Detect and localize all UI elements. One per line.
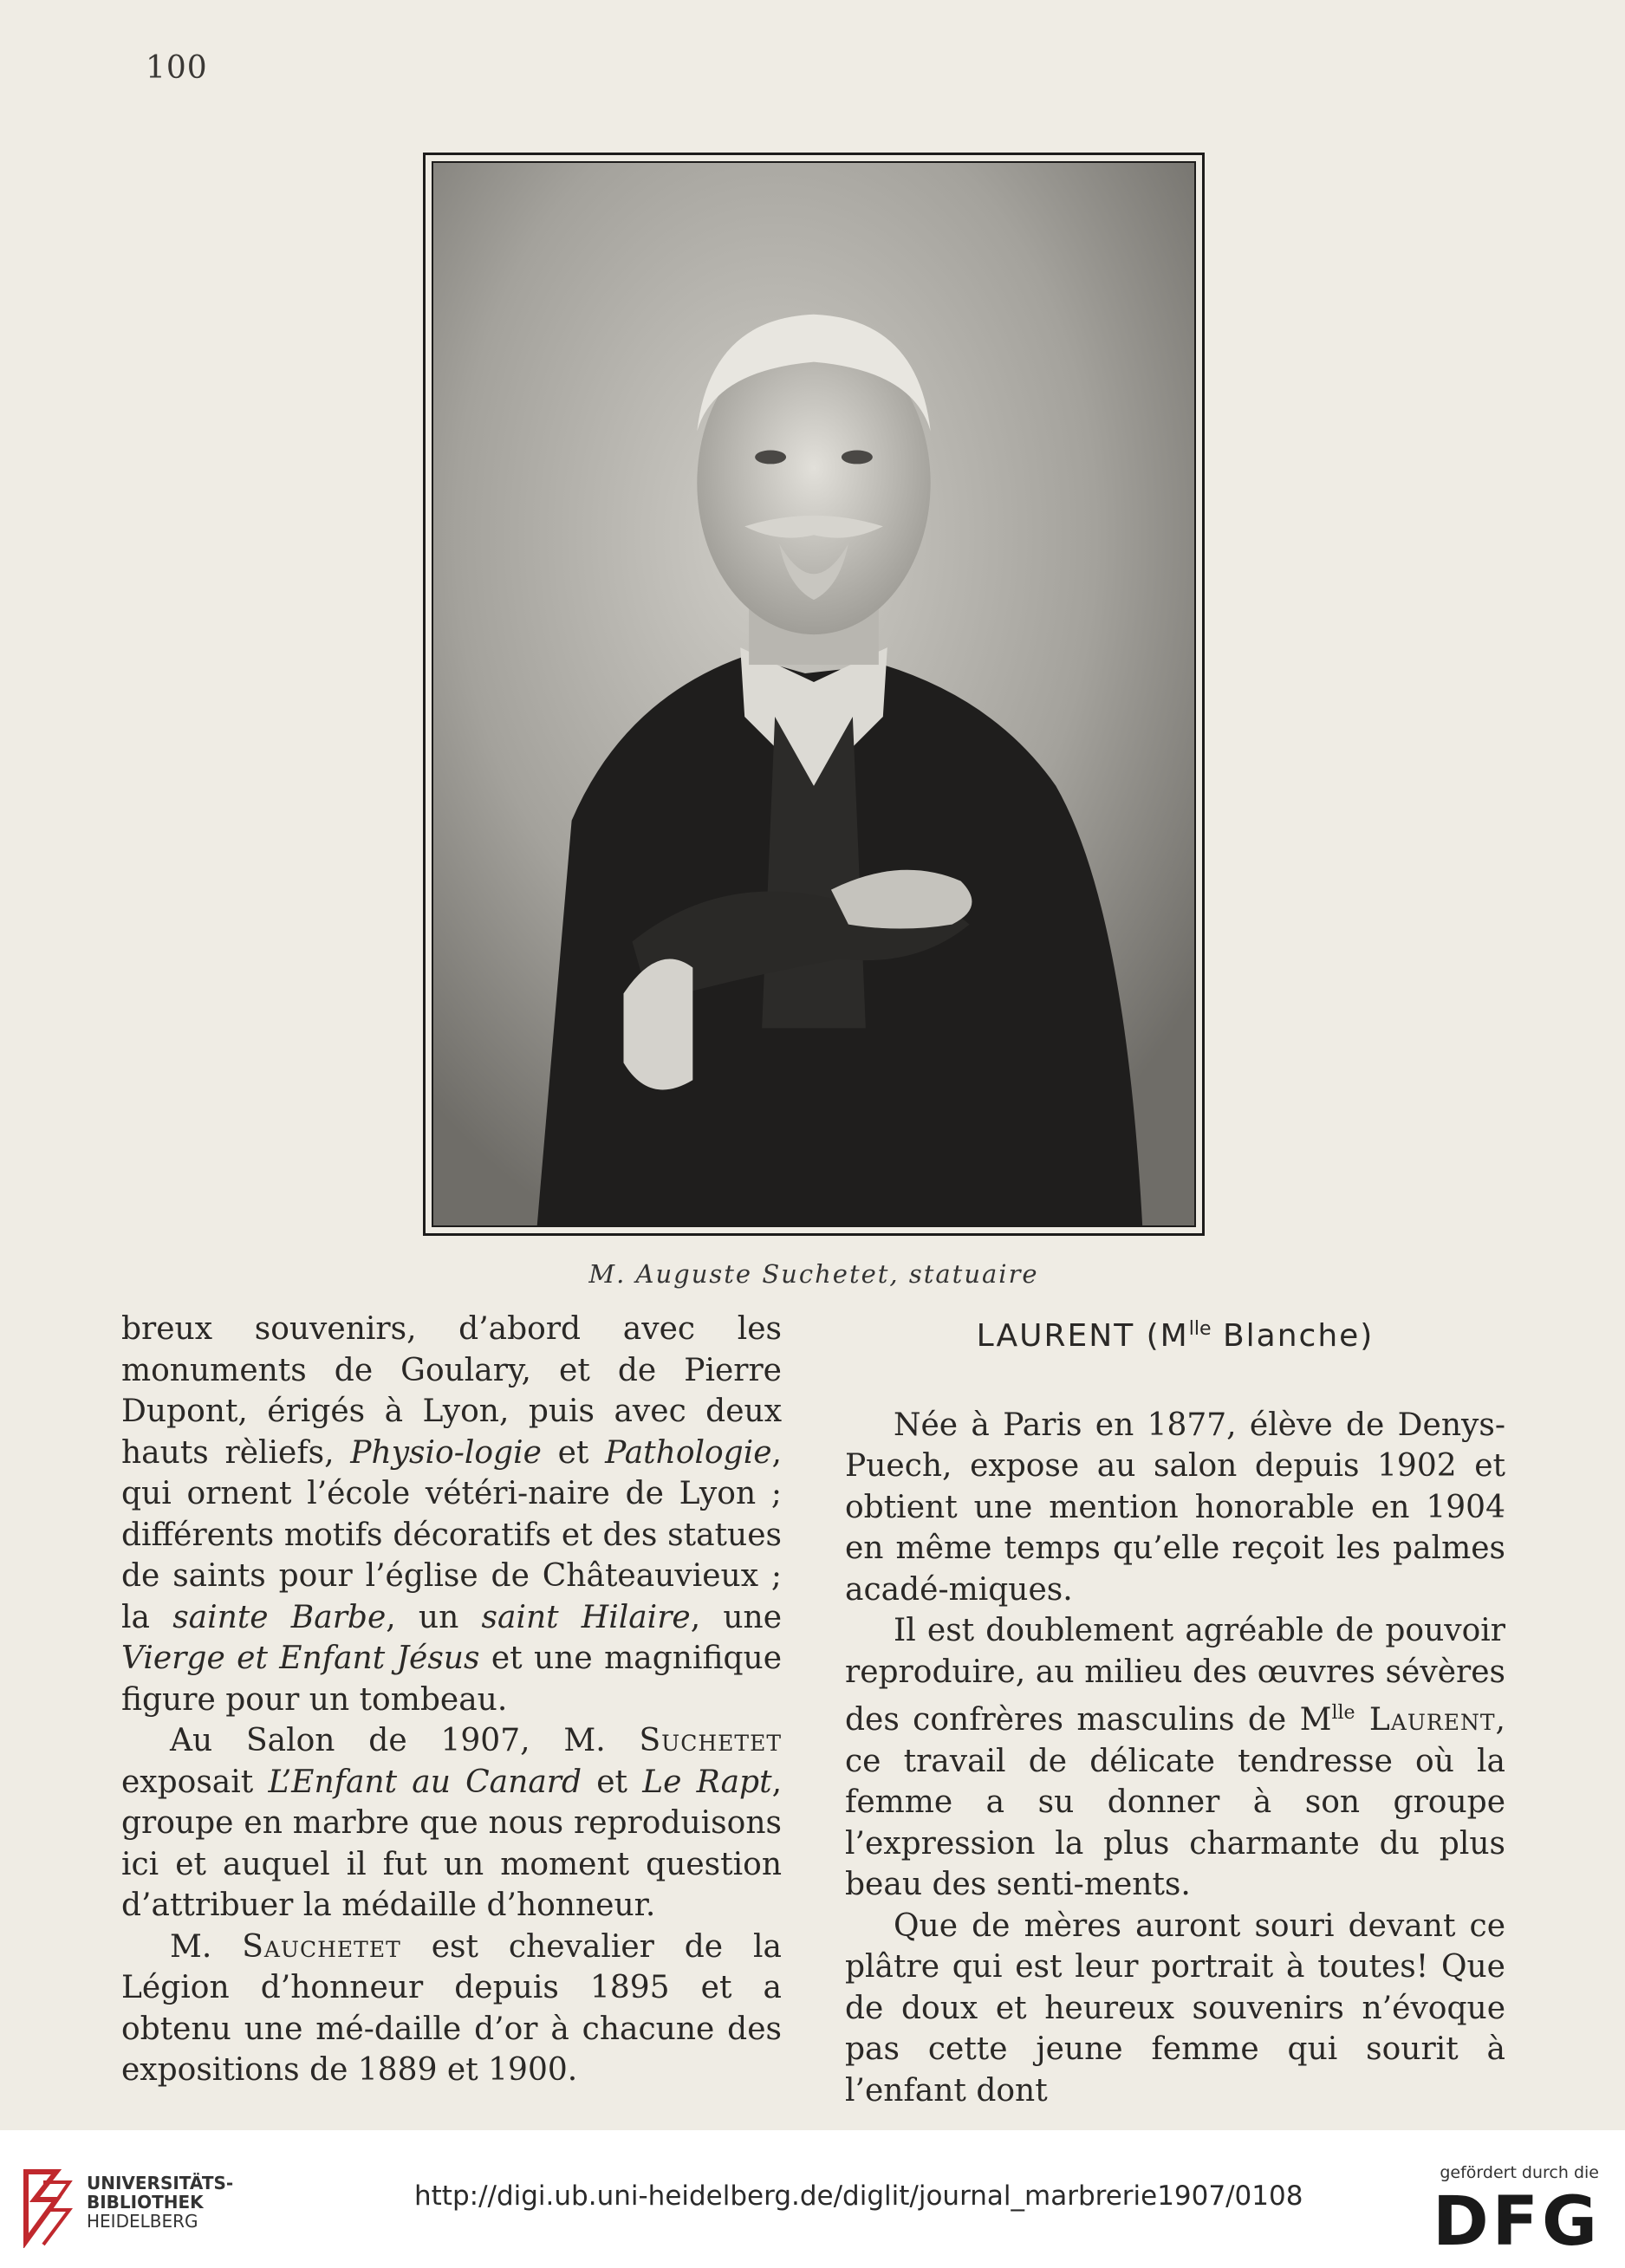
- library-line-1: UNIVERSITÄTS-: [87, 2173, 234, 2193]
- heading-superscript: lle: [1188, 1318, 1212, 1340]
- footer-bar: [0, 2130, 1625, 2268]
- dfg-logo: DFG: [1432, 2183, 1601, 2261]
- text-run: et: [582, 1764, 643, 1800]
- source-url-link[interactable]: http://digi.ub.uni-heidelberg.de/diglit/journal_marbrerie1907/0108: [414, 2180, 1303, 2212]
- left-paragraph-1: [121, 1309, 782, 1720]
- portrait-photo-frame: [423, 153, 1205, 1236]
- italic-title: sainte Barbe: [172, 1599, 387, 1635]
- italic-title: L’Enfant au Canard: [268, 1764, 582, 1800]
- heading-name: LAURENT (M: [976, 1318, 1189, 1354]
- funding-label: gefördert durch die: [1440, 2163, 1599, 2182]
- portrait-illustration: [433, 163, 1194, 1225]
- italic-title: Pathologie: [605, 1434, 772, 1471]
- library-line-2: BIBLIOTHEK: [87, 2192, 204, 2213]
- text-run: Il est doublement agréable de pouvoir reproduire, au milieu des œuvres sévères des confrères masculins de M: [845, 1613, 1505, 1738]
- text-run: , ce travail de délicate tendresse où la femme a su donner à son groupe l’expression la plus charmante du plus beau des senti-ments.: [845, 1702, 1505, 1902]
- page-number: 100: [146, 50, 208, 86]
- library-logo-icon: [17, 2165, 78, 2248]
- left-paragraph-2: [121, 1720, 782, 1927]
- text-run: breux souvenirs, d’abord avec les monuments de Goulary, et de Pierre Dupont, érigés à Lyon, puis avec deux hauts rèliefs,: [121, 1311, 782, 1471]
- section-heading: [845, 1309, 1505, 1357]
- left-paragraph-3: [121, 1927, 782, 2091]
- text-run: et: [541, 1434, 606, 1471]
- italic-title: Vierge et Enfant Jésus: [121, 1641, 480, 1676]
- italic-title: Le Rapt: [642, 1764, 772, 1800]
- text-run: Au Salon de 1907, M.: [170, 1723, 640, 1758]
- left-column: [121, 1309, 782, 2091]
- heading-rest: Blanche): [1211, 1318, 1375, 1354]
- text-run: , groupe en marbre que nous reproduisons ici et auquel il fut un moment question d’attribuer la médaille d’honneur.: [121, 1764, 783, 1923]
- photo-caption: M. Auguste Suchetet, statuaire: [588, 1259, 1039, 1289]
- right-paragraph-1: Née à Paris en 1877, élève de Denys-Puech, expose au salon depuis 1902 et obtient une mention honorable en 1904 en même temps qu’elle reçoit les palmes acadé-miques.: [845, 1407, 1505, 1608]
- small-caps-name: Sauchetet: [242, 1928, 401, 1965]
- text-run: M.: [170, 1928, 243, 1965]
- right-paragraph-2: [845, 1610, 1505, 1906]
- small-caps-name: Laurent: [1355, 1702, 1496, 1738]
- superscript: lle: [1331, 1702, 1355, 1724]
- italic-title: saint Hilaire: [481, 1599, 691, 1635]
- library-line-3: HEIDELBERG: [87, 2211, 198, 2232]
- right-column: [845, 1309, 1505, 2111]
- text-run: et une magnifique figure pour un tombeau.: [121, 1641, 783, 1718]
- text-run: , un: [386, 1599, 482, 1635]
- text-run: , une: [690, 1599, 783, 1635]
- right-paragraph-3: Que de mères auront souri devant ce plâtre qui est leur portrait à toutes! Que de doux et heureux souvenirs n’évoque pas cette jeune femme qui sourit à l’enfant dont: [845, 1907, 1505, 2109]
- italic-title: Physio-logie: [350, 1434, 542, 1471]
- text-run: est chevalier de la Légion d’honneur depuis 1895 et a obtenu une mé-daille d’or à chacune des expositions de 1889 et 1900.: [121, 1928, 782, 2088]
- text-run: exposait: [121, 1764, 269, 1800]
- small-caps-name: Suchetet: [639, 1723, 782, 1758]
- text-run: , qui ornent l’école vétéri-naire de Lyon ; différents motifs décoratifs et des statues de saints pour l’église de Châteauvieux ; la: [121, 1434, 782, 1635]
- portrait-photo: [432, 161, 1196, 1227]
- library-name: [87, 2174, 233, 2231]
